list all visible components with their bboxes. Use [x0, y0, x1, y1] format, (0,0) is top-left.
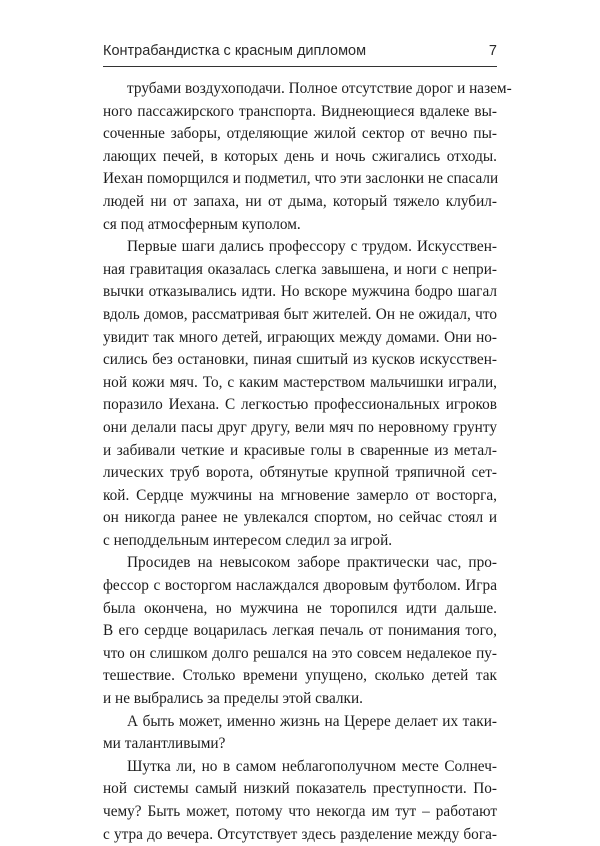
- text-line: тешествие. Столько времени упущено, сколько детей так: [103, 667, 497, 685]
- body-text: [103, 78, 512, 846]
- text-line: была окончена, но мужчина не торопился идти дальше.: [103, 599, 497, 617]
- text-line: соченные заборы, отделяющие жилой сектор от вечно пы-: [103, 125, 497, 143]
- header-rule: [103, 66, 497, 67]
- paragraph: [103, 756, 497, 846]
- paragraph: [103, 552, 497, 710]
- text-line: фессор с восторгом наслаждался дворовым футболом. Игра: [103, 577, 497, 595]
- paragraph: [103, 711, 497, 756]
- text-line: людей ни от запаха, ни от дыма, который тяжело клубил-: [103, 192, 497, 210]
- running-title: Контрабандистка с красным дипломом: [103, 43, 367, 59]
- text-line: они делали пасы друг другу, вели мяч по неровному грунту: [103, 418, 497, 436]
- text-line: Шутка ли, но в самом неблагополучном месте Солнеч-: [127, 757, 497, 775]
- text-line: А быть может, именно жизнь на Церере делает их таки-: [127, 712, 497, 730]
- text-line: чему? Быть может, потому что некогда им тут – работают: [103, 803, 497, 820]
- text-line: ной кожи мяч. То, с каким мастерством мальчишки играли,: [103, 373, 497, 391]
- text-line: и забивали четкие и красивые голы в сваренные из метал-: [103, 441, 497, 459]
- text-line: лических труб ворота, обтянутые крупной тряпичной сет-: [103, 464, 497, 482]
- text-line: с неподдельным интересом следил за игрой.: [103, 531, 393, 549]
- text-line: Просидев на невысоком заборе практически час, про-: [127, 554, 497, 572]
- page-number: 7: [488, 43, 497, 59]
- text-line: Иехан поморщился и подметил, что эти заслонки не спасали: [103, 170, 499, 188]
- paragraph: [103, 236, 497, 552]
- text-line: и не выбрались за пределы этой свалки.: [103, 690, 363, 708]
- text-line: с утра до вечера. Отсутствует здесь разделение между бога-: [103, 825, 497, 843]
- text-line: ного пассажирского транспорта. Виднеющиеся вдалеке вы-: [103, 102, 497, 120]
- text-line: трубами воздухоподачи. Полное отсутствие дорог и назем-: [127, 80, 512, 97]
- text-line: сились без остановки, пиная сшитый из кусков искусствен-: [103, 351, 497, 369]
- text-line: ся под атмосферным куполом.: [103, 215, 301, 233]
- text-line: ми талантливыми?: [103, 735, 226, 753]
- running-header: [103, 43, 497, 59]
- text-line: кой. Сердце мужчины на мгновение замерло от восторга,: [103, 486, 497, 504]
- text-line: поразило Иехана. С легкостью профессиональных игроков: [103, 396, 497, 414]
- text-line: ная гравитация оказалась слегка завышена, и ноги с непри-: [103, 260, 497, 278]
- text-line: лающих печей, в которых день и ночь сжигались отходы.: [103, 147, 497, 165]
- text-line: увидит так много детей, играющих между домами. Они но-: [103, 328, 497, 346]
- text-line: вдоль домов, рассматривая быт жителей. Он не ожидал, что: [103, 305, 497, 323]
- paragraph: [103, 78, 512, 236]
- text-line: что он слишком долго решался на это совсем недалекое пу-: [103, 644, 497, 662]
- text-line: Первые шаги дались профессору с трудом. Искусствен-: [127, 238, 497, 256]
- text-line: он никогда ранее не увлекался спортом, но сейчас стоял и: [103, 509, 497, 527]
- text-line: ной системы самый низкий показатель преступности. По-: [103, 780, 497, 798]
- text-line: В его сердце воцарилась легкая печаль от понимания того,: [103, 622, 497, 640]
- text-line: вычки отказывались идти. Но вскоре мужчина бодро шагал: [103, 283, 497, 301]
